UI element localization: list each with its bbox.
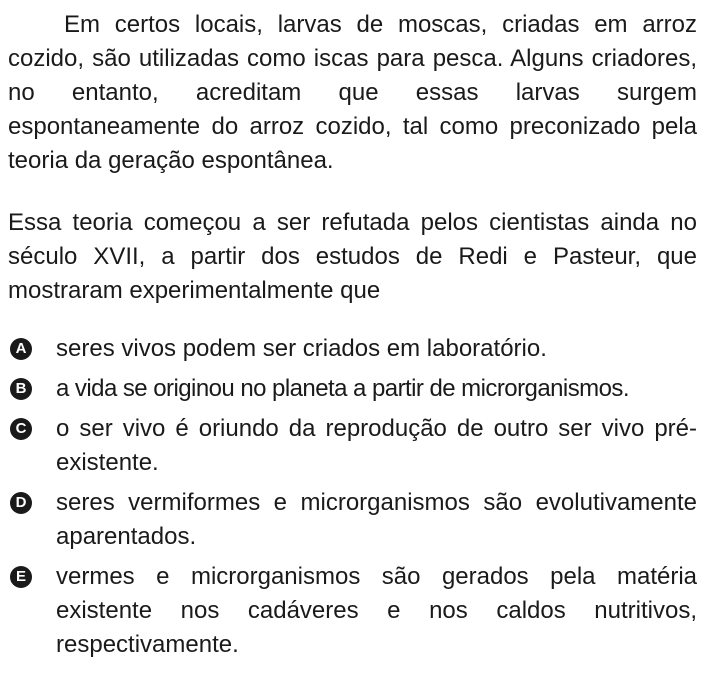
question-paragraph-1: Em certos locais, larvas de moscas, criadas em arroz cozido, são utilizadas como iscas para pesca. Alguns criadores, no entanto, acreditam que essas larvas surgem espontaneamente do arroz cozido, tal como preconizado pela teoria da geração espontânea. [8, 11, 697, 174]
option-d-badge-icon: D [10, 492, 32, 514]
option-a-badge-icon: A [10, 338, 32, 360]
answer-options [8, 332, 697, 662]
option-a[interactable] [8, 332, 697, 366]
option-c-badge-icon: C [10, 418, 32, 440]
option-b-badge-icon: B [10, 378, 32, 400]
option-d-text: seres vermiformes e microrganismos são evolutivamente aparentados. [56, 489, 697, 550]
option-d[interactable] [8, 486, 697, 554]
question-paragraph-2: Essa teoria começou a ser refutada pelos cientistas ainda no século XVII, a partir dos estudos de Redi e Pasteur, que mostraram experimentalmente que [8, 209, 697, 304]
option-c[interactable] [8, 412, 697, 480]
option-b-text: a vida se originou no planeta a partir de microrganismos. [56, 375, 629, 402]
option-c-text: o ser vivo é oriundo da reprodução de outro ser vivo pré-existente. [56, 415, 697, 476]
option-e[interactable] [8, 560, 697, 662]
option-e-text: vermes e microrganismos são gerados pela matéria existente nos cadáveres e nos caldos nutritivos, respectivamente. [56, 563, 697, 658]
option-a-text: seres vivos podem ser criados em laboratório. [56, 335, 547, 362]
option-b[interactable] [8, 372, 697, 406]
option-e-badge-icon: E [10, 566, 32, 588]
